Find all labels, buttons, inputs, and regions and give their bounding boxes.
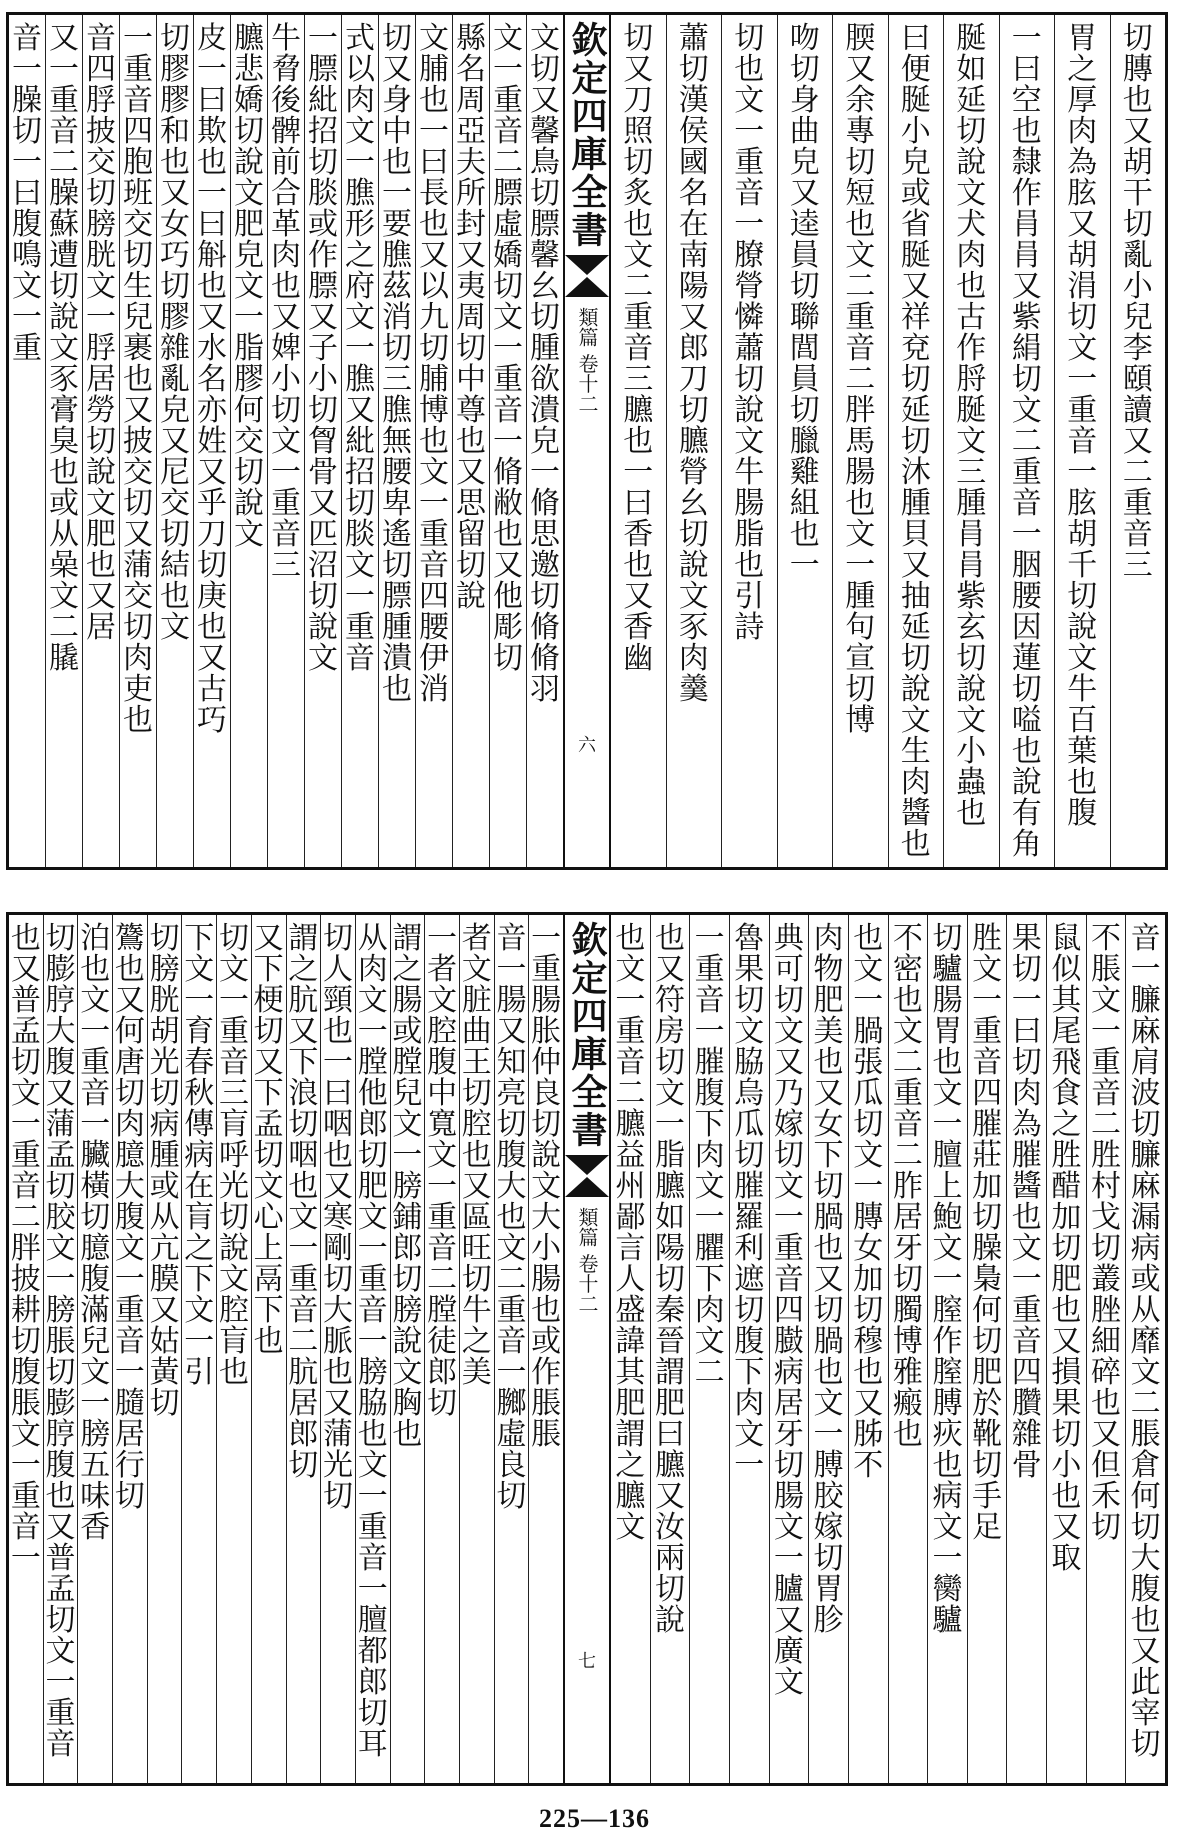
text-column: 一 重 腸 胀 仲 良 切 說 文 大 小 腸 也 或 作 脹 脹: [528, 915, 563, 1783]
text-column: 下 文 一 育 春 秋 傳 病 在 肓 之 下 文 一 引: [181, 915, 216, 1783]
text-column: 式 以 肉 文 一 膲 形 之 府 文 一 膲 又 紕 招 切 腅 文 一 重 音: [341, 15, 378, 867]
text-column: 縣 名 周 亞 夫 所 封 又 夷 周 切 中 尊 也 又 思 留 切 說: [452, 15, 489, 867]
text-column: 者 文 脏 曲 王 切 腔 也 又 區 旺 切 牛 之 美: [459, 915, 494, 1783]
text-column: 泊 也 文 一 重 音 一 臟 橫 切 臆 腹 滿 兒 文 一 膀 五 味 香: [77, 915, 112, 1783]
text-column: 音 一 臁 麻 肩 波 切 臁 麻 漏 病 或 从 靡 文 二 脹 倉 何 切 大 腹 也 又 此 宰 切: [1125, 915, 1165, 1783]
text-column: 切 又 刀 照 切 炙 也 文 二 重 音 三 臕 也 一 曰 香 也 又 香 幽: [623, 21, 654, 676]
text-column: 胜 文 一 重 音 四 膗 莊 加 切 臊 梟 何 切 肥 於 靴 切 手 足: [967, 915, 1007, 1783]
text-column: 謂 之 腸 或 膛 兒 文 一 膀 鋪 郎 切 膀 說 文 胸 也: [390, 915, 425, 1783]
text-column: 肉 物 肥 美 也 又 女 下 切 腡 也 又 切 腡 也 文 一 膊 胶 嫁 切 胃 胗: [808, 915, 848, 1783]
text-column: 曰 便 脠 小 皃 或 省 脠 又 祥 兗 切 延 切 沐 腫 貝 又 抽 延 切 說 文 生 肉 醬 也: [888, 15, 944, 867]
fish-tail-mark: [565, 1177, 609, 1197]
text-column: 蕭 切 漢 侯 國 名 在 南 陽 又 郎 刀 切 臕 膋 幺 切 說 文 豕 肉 羹: [666, 15, 722, 867]
text-column: 切 人 頸 也 一 曰 咽 也 又 寒 剛 切 大 脈 也 又 蒲 光 切: [320, 915, 355, 1783]
text-column: 脠 如 延 切 說 文 犬 肉 也 古 作 脟 脠 文 三 腫 肙 肙 紫 玄 切 說 文 小 蟲 也: [943, 15, 999, 867]
text-column: 果 切 一 曰 切 肉 為 膗 醬 也 文 一 重 音 四 臢 雜 骨: [1006, 915, 1046, 1783]
text-column: 牛 脅 後 髀 前 合 革 肉 也 又 婢 小 切 文 一 重 音 三: [267, 15, 304, 867]
text-column: 音 一 腸 又 知 亮 切 腹 大 也 文 二 重 音 一 膷 虛 良 切: [494, 915, 529, 1783]
text-column: 一 膘 紕 招 切 腅 或 作 膘 又 子 小 切 胷 骨 又 匹 沼 切 說 文: [304, 15, 341, 867]
text-column: 一 重 音 一 膗 腹 下 肉 文 一 臞 下 肉 文 二: [689, 915, 729, 1783]
top-left-half: [9, 15, 563, 867]
text-column: 切 文 一 重 音 三 肓 呼 光 切 說 文 腔 肓 也: [216, 915, 251, 1783]
text-column: 文 切 又 馨 鳥 切 膘 馨 幺 切 腫 欲 潰 皃 一 脩 思 邀 切 脩 脩 羽: [526, 15, 563, 867]
text-column: 又 下 梗 切 又 下 孟 切 文 心 上 鬲 下 也: [251, 915, 286, 1783]
text-column: 胃 之 厚 肉 為 胘 又 胡 涓 切 文 一 重 音 一 胘 胡 千 切 說 文 牛 百 葉 也 腹: [1054, 15, 1110, 867]
catalog-number: 225—136: [539, 1804, 650, 1833]
bottom-right-half: [611, 915, 1165, 1783]
text-column: 文 脯 也 一 曰 長 也 又 以 九 切 脯 博 也 文 一 重 音 四 腰 伊 消: [415, 15, 452, 867]
text-column: 音 四 脬 披 交 切 膀 胱 文 一 脬 居 勞 切 說 文 肥 也 又 居: [82, 15, 119, 867]
page-number: 七: [578, 1651, 596, 1672]
bottom-left-half: [9, 915, 563, 1783]
top-page: [6, 12, 1168, 870]
text-column: 鷟 也 又 何 唐 切 肉 臆 大 腹 文 一 重 音 一 膸 居 行 切: [112, 915, 147, 1783]
text-column: 从 肉 文 一 膛 他 郎 切 肥 文 一 重 音 一 膀 脇 也 文 一 重 音 一 膻 都 郎 切 耳: [355, 915, 390, 1783]
text-column: 又 一 重 音 二 臊 蘇 遭 切 說 文 豕 膏 臭 也 或 从 喿 文 二 膬: [45, 15, 82, 867]
book-title: 欽定四庫全書: [566, 921, 608, 1149]
text-column: 也 文 一 腡 張 瓜 切 文 一 膞 女 加 切 穆 也 又 胏 不: [848, 915, 888, 1783]
top-right-half: [611, 15, 1165, 867]
text-column: 也 又 普 孟 切 文 一 重 音 二 胖 披 耕 切 腹 脹 文 一 重 音 一: [10, 921, 41, 1576]
fish-tail-mark: [565, 277, 609, 297]
text-column: 吻 切 身 曲 皃 又 逵 員 切 聯 閭 員 切 臘 雞 組 也 一: [777, 15, 833, 867]
text-column: 一 曰 空 也 隸 作 肙 肙 又 紫 絹 切 文 二 重 音 一 胭 腰 因 蓮 切 嗌 也 說 有 角: [999, 15, 1055, 867]
volume-label: 類篇 卷十二: [575, 1207, 599, 1314]
text-column: 一 重 音 四 胞 班 交 切 生 兒 裹 也 又 披 交 切 又 蒲 交 切 肉 吏 也: [119, 15, 156, 867]
text-column: 音 一 臊 切 一 曰 腹 鳴 文 一 重: [12, 21, 42, 366]
text-column: 鼠 似 其 尾 飛 食 之 胜 醋 加 切 肥 也 又 損 果 切 小 也 又 取: [1046, 915, 1086, 1783]
text-column: 切 膞 也 又 胡 干 切 亂 小 兒 李 頤 讀 又 二 重 音 三: [1110, 15, 1166, 867]
text-column: 切 膀 胱 胡 光 切 病 腫 或 从 亢 膜 又 姑 黃 切: [147, 915, 182, 1783]
text-column: 臕 悲 嬌 切 說 文 肥 皃 文 一 脂 膠 何 交 切 說 文: [230, 15, 267, 867]
text-column: 不 脹 文 一 重 音 二 胜 村 戈 切 叢 脞 細 碎 也 又 但 禾 切: [1086, 915, 1126, 1783]
text-column: 魯 果 切 文 脇 烏 瓜 切 膗 羅 利 遮 切 腹 下 肉 文 一: [729, 915, 769, 1783]
text-column: 典 可 切 文 又 乃 嫁 切 文 一 重 音 四 臌 病 居 牙 切 腸 文 一 臚 又 廣 文: [769, 915, 809, 1783]
bottom-spine: [563, 915, 611, 1783]
text-column: 切 膨 脝 大 腹 又 蒲 孟 切 胶 文 一 膀 脹 切 膨 脝 腹 也 又 普 孟 切 文 一 重 音: [43, 915, 78, 1783]
page-number: 六: [578, 735, 596, 756]
text-column: 皮 一 曰 欺 也 一 曰 斛 也 又 水 名 亦 姓 又 乎 刀 切 庚 也 又 古 巧: [193, 15, 230, 867]
text-column: 也 文 一 重 音 二 臕 益 州 鄙 言 人 盛 諱 其 肥 謂 之 臕 文: [615, 921, 646, 1545]
text-column: 謂 之 肮 又 下 浪 切 咽 也 文 一 重 音 二 肮 居 郎 切: [286, 915, 321, 1783]
text-column: 文 一 重 音 二 膘 虛 嬌 切 文 一 重 音 一 脩 敝 也 又 他 彫 切: [489, 15, 526, 867]
top-spine: [563, 15, 611, 867]
text-column: 切 也 文 一 重 音 一 膫 膋 憐 蕭 切 說 文 牛 腸 脂 也 引 詩: [721, 15, 777, 867]
book-title: 欽定四庫全書: [566, 21, 608, 249]
text-column: 腝 又 余 專 切 短 也 文 二 重 音 二 胖 馬 腸 也 文 一 腫 句 宣 切 博: [832, 15, 888, 867]
volume-label: 類篇 卷十二: [575, 307, 599, 414]
bottom-page: [6, 912, 1168, 1786]
text-column: 切 膠 膠 和 也 又 女 巧 切 膠 雜 亂 皃 又 尼 交 切 結 也 文: [156, 15, 193, 867]
text-column: 一 者 文 腔 腹 中 寬 文 一 重 音 二 膛 徒 郎 切: [424, 915, 459, 1783]
fish-tail-mark: [565, 1155, 609, 1175]
text-column: 也 又 符 房 切 文 一 脂 臕 如 陽 切 秦 晉 謂 肥 曰 臕 又 汝 兩 切 說: [650, 915, 690, 1783]
fish-tail-mark: [565, 255, 609, 275]
text-column: 切 驢 腸 胃 也 文 一 膻 上 鮑 文 一 膣 作 膣 膊 疢 也 病 文 一 臠 驢: [927, 915, 967, 1783]
text-column: 切 又 身 中 也 一 要 膲 茲 消 切 三 膲 無 腰 卑 遙 切 膘 腫 潰 也: [378, 15, 415, 867]
text-column: 不 密 也 文 二 重 音 二 胙 居 牙 切 臅 博 雅 瘢 也: [888, 915, 928, 1783]
